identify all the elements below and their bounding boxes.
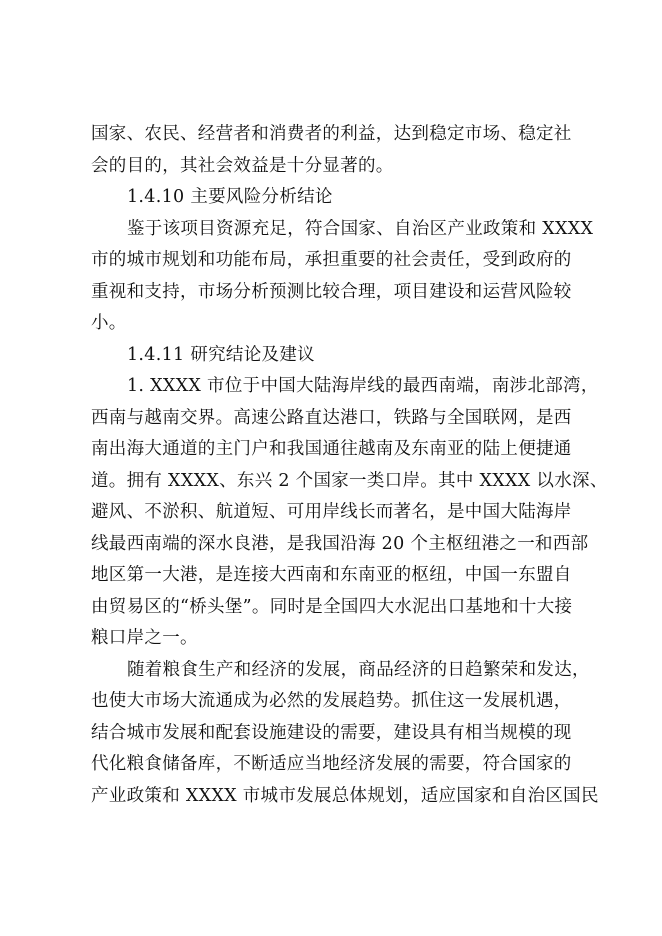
paragraph-first-line: 1. XXXX 市位于中国大陆海岸线的最西南端，南涉北部湾， (127, 376, 599, 396)
section-heading: 1.4.10 主要风险分析结论 (127, 187, 333, 207)
text-line: 粮口岸之一。 (91, 628, 198, 648)
text-line: 地区第一大港，是连接大西南和东南亚的枢纽，中国一东盟自 (91, 565, 572, 585)
text-line: 国家、农民、经营者和消费者的利益，达到稳定市场、稳定社 (91, 124, 572, 144)
section-heading: 1.4.11 研究结论及建议 (127, 345, 315, 365)
paragraph-first-line: 鉴于该项目资源充足，符合国家、自治区产业政策和 XXXX (127, 219, 594, 239)
text-line: 由贸易区的“桥头堡”。同时是全国四大水泥出口基地和十大接 (91, 597, 573, 617)
text-line: 道。拥有 XXXX、东兴 2 个国家一类口岸。其中 XXXX 以水深、 (91, 471, 608, 491)
text-line: 重视和支持，市场分析预测比较合理，项目建设和运营风险较 (91, 282, 572, 302)
text-line: 产业政策和 XXXX 市城市发展总体规划，适应国家和自治区国民 (91, 786, 599, 806)
text-line: 结合城市发展和配套设施建设的需要，建设具有相当规模的现 (91, 723, 572, 743)
text-line: 也使大市场大流通成为必然的发展趋势。抓住这一发展机遇， (91, 691, 572, 711)
text-line: 会的目的，其社会效益是十分显著的。 (91, 156, 394, 176)
text-line: 线最西南端的深水良港，是我国沿海 20 个主枢纽港之一和西部 (91, 534, 589, 554)
text-line: 西南与越南交界。高速公路直达港口，铁路与全国联网，是西 (91, 408, 572, 428)
text-line: 南出海大通道的主门户和我国通往越南及东南亚的陆上便捷通 (91, 439, 572, 459)
paragraph-first-line: 随着粮食生产和经济的发展，商品经济的日趋繁荣和发达， (127, 660, 590, 680)
text-line: 避风、不淤积、航道短、可用岸线长而著名，是中国大陆海岸 (91, 502, 572, 522)
text-line: 市的城市规划和功能布局，承担重要的社会责任，受到政府的 (91, 250, 572, 270)
text-line: 代化粮食储备库，不断适应当地经济发展的需要，符合国家的 (91, 754, 572, 774)
text-line: 小。 (91, 313, 127, 333)
